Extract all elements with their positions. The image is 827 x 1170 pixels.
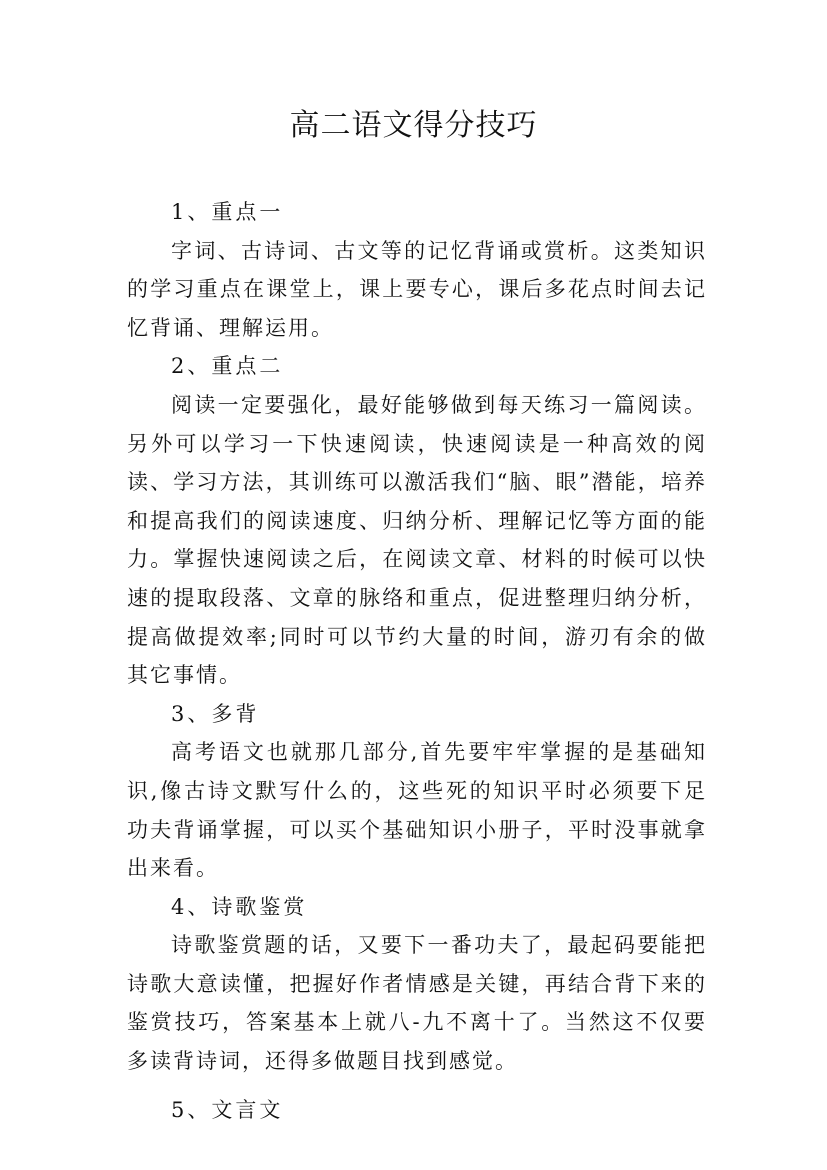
section-2-heading: 2、重点二 [171,354,284,379]
section-3-paragraph: 高考语文也就那几部分,首先要牢牢掌握的是基础知识,像古诗文默写什么的，这些死的知识平时必须要下足功夫背诵掌握，可以买个基础知识小册子，平时没事就拿出来看。 [127,740,707,881]
document-body [127,193,707,1129]
section-3-heading: 3、多背 [171,701,260,726]
section-4-heading: 4、诗歌鉴赏 [171,894,308,919]
section-2-paragraph: 阅读一定要强化，最好能够做到每天练习一篇阅读。另外可以学习一下快速阅读，快速阅读是一种高效的阅读、学习方法，其训练可以激活我们“脑、眼”潜能，培养和提高我们的阅读速度、归纳分析、理解记忆等方面的能力。掌握快速阅读之后，在阅读文章、材料的时候可以快速的提取段落、文章的脉络和重点，促进整理归纳分析，提高做提效率;同时可以节约大量的时间，游刃有余的做其它事情。 [127,392,707,688]
section-4-paragraph: 诗歌鉴赏题的话，又要下一番功夫了，最起码要能把诗歌大意读懂，把握好作者情感是关键，再结合背下来的鉴赏技巧，答案基本上就八-九不离十了。当然这不仅要多读背诗词，还得多做题目找到感觉。 [127,933,707,1074]
page-title: 高二语文得分技巧 [289,108,538,143]
section-1-heading: 1、重点一 [171,200,284,224]
section-1-paragraph: 字词、古诗词、古文等的记忆背诵或赏析。这类知识的学习重点在课堂上，课上要专心，课后多花点时间去记忆背诵、理解运用。 [127,238,707,340]
section-5-heading: 5、文言文 [171,1097,284,1122]
